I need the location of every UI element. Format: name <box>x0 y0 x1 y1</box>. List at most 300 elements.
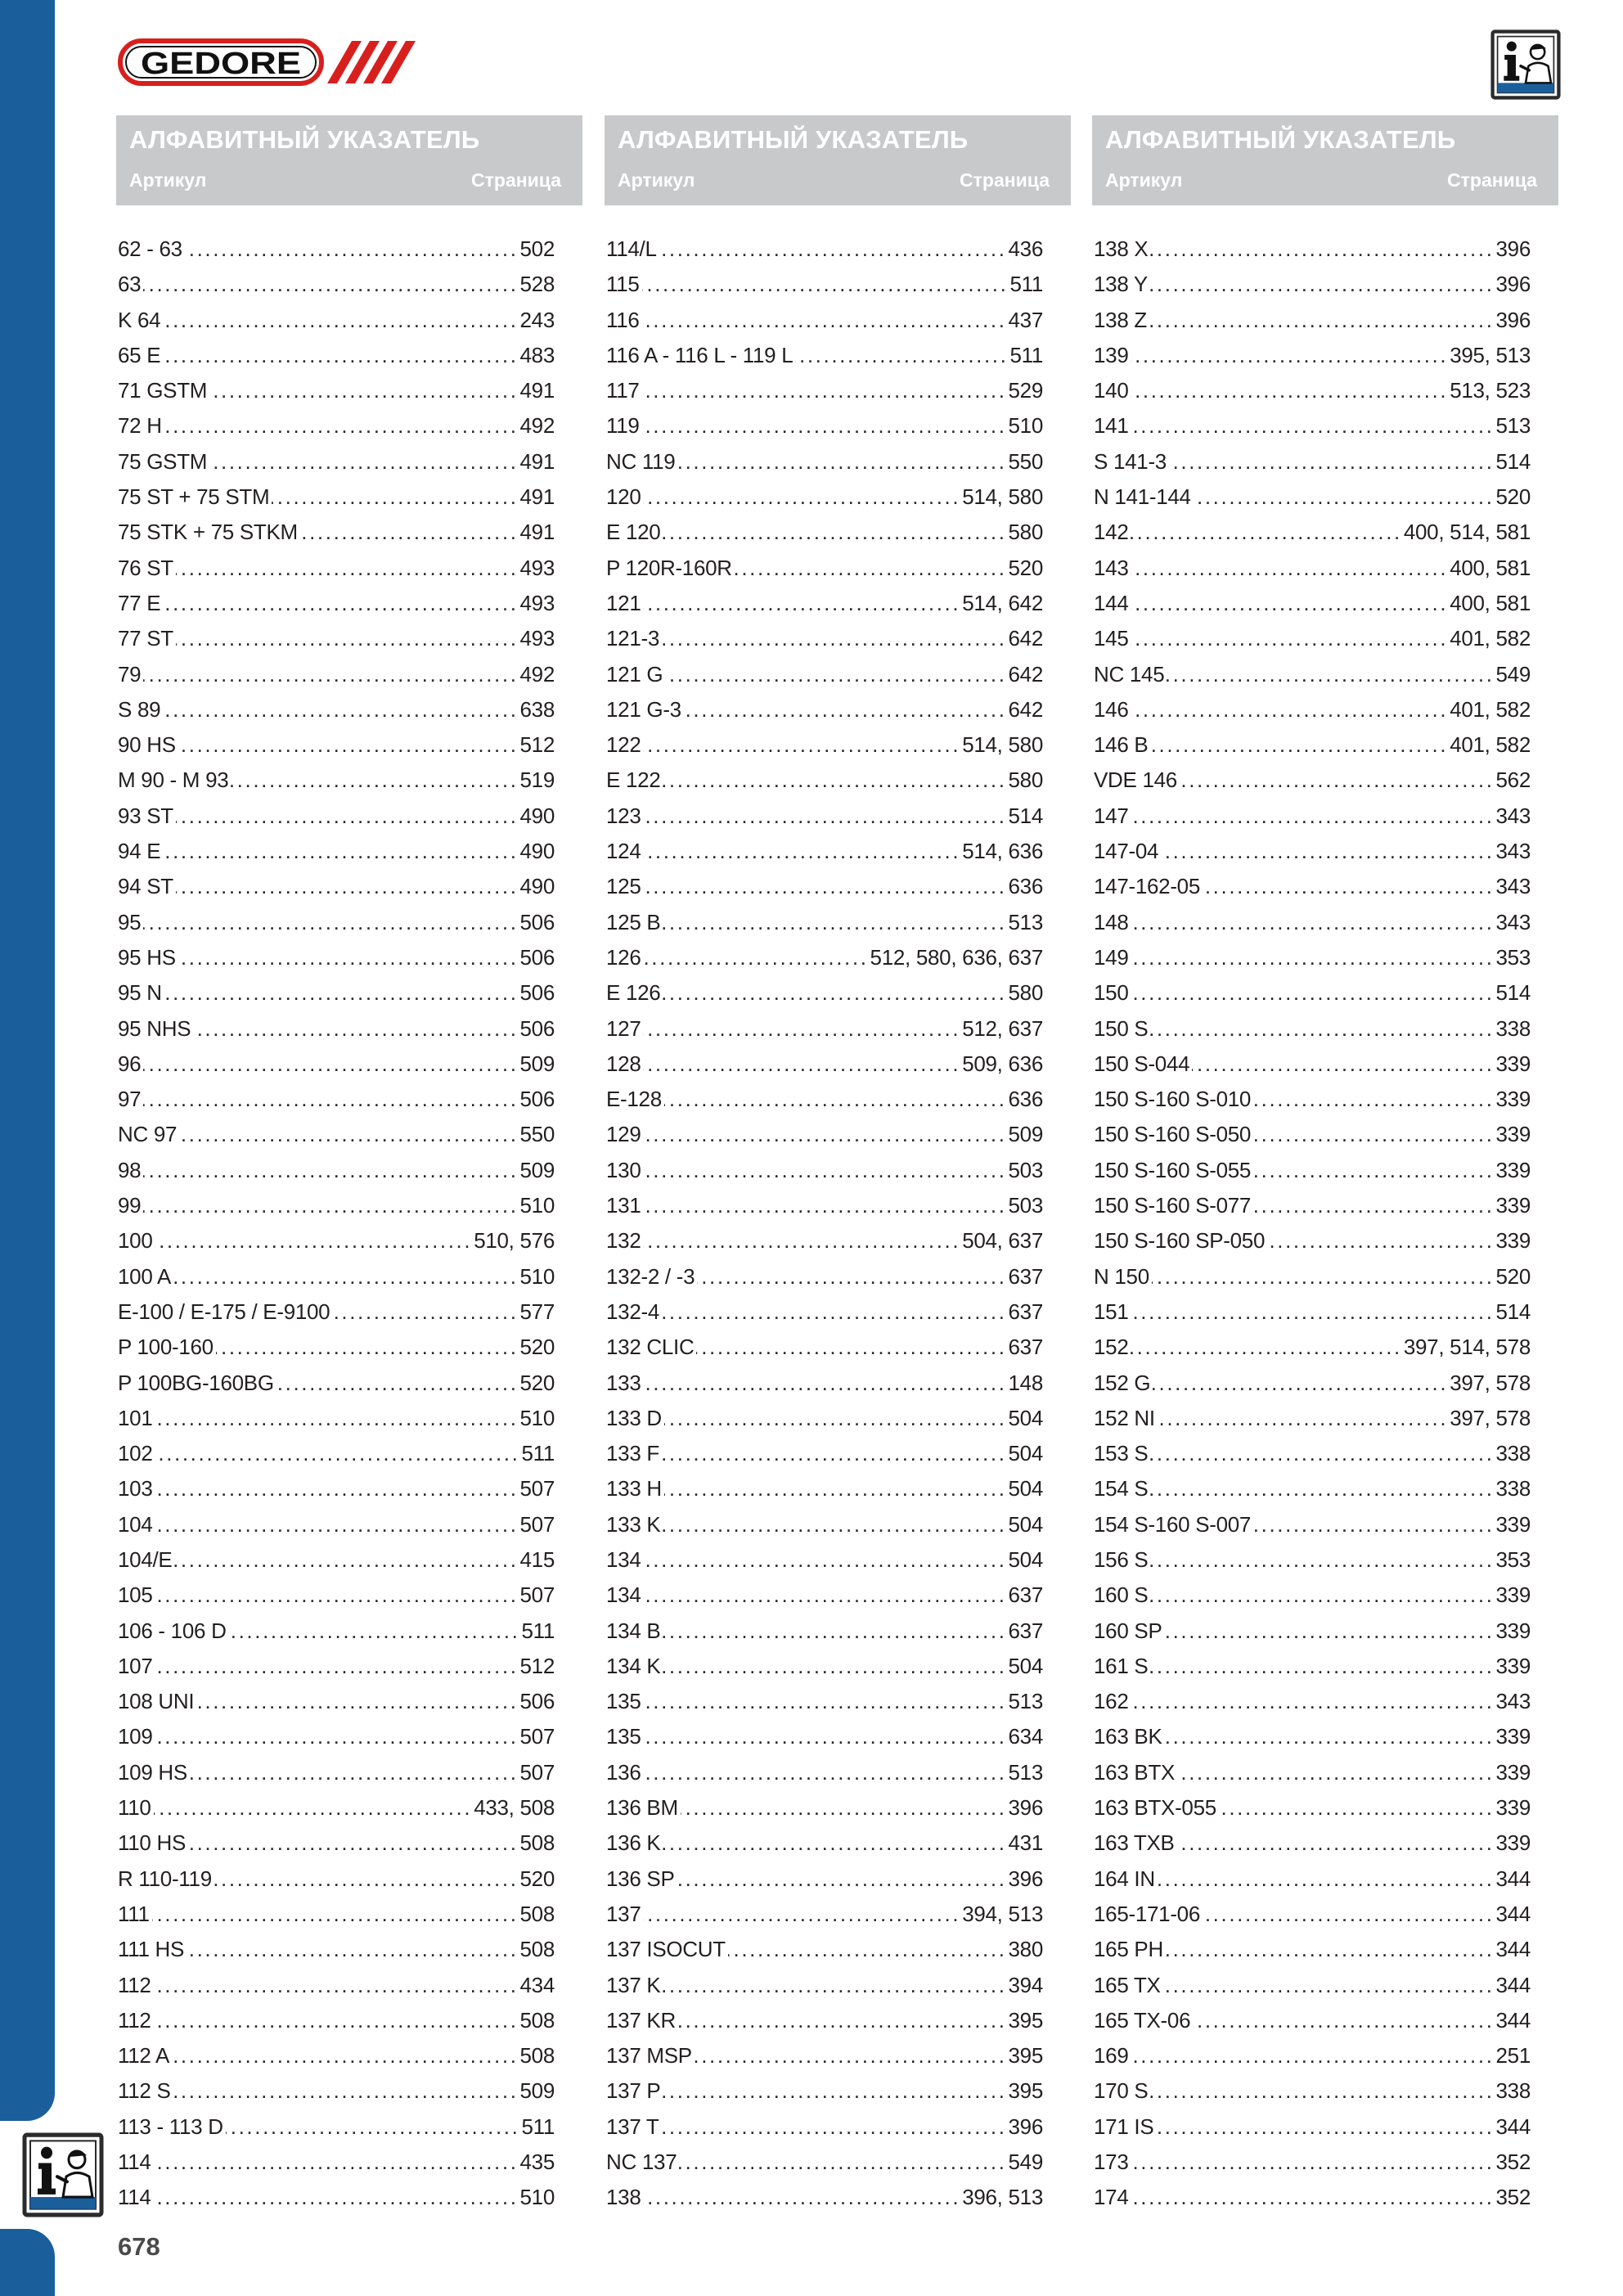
page-reference: 637 <box>1008 1263 1043 1289</box>
index-entry <box>118 799 555 834</box>
index-entry <box>606 232 1043 267</box>
index-entry <box>606 1011 1043 1047</box>
column-title: АЛФАВИТНЫЙ УКАЗАТЕЛЬ <box>618 125 969 154</box>
article-number: S 89 <box>118 696 161 722</box>
index-entry <box>1094 1790 1531 1826</box>
page-reference: 344 <box>1495 2007 1531 2033</box>
dot-leader <box>1177 1826 1495 1861</box>
index-entry <box>118 1436 555 1471</box>
index-entry <box>606 1188 1043 1223</box>
dot-leader <box>1150 1542 1494 1578</box>
article-number: 133 F <box>606 1441 659 1466</box>
dot-leader <box>697 1259 1006 1294</box>
index-entry <box>606 479 1043 515</box>
dot-leader <box>1131 551 1448 586</box>
dot-leader <box>1193 2003 1494 2038</box>
index-entry <box>606 1897 1043 1932</box>
index-entry <box>118 1047 555 1082</box>
dot-leader <box>172 2038 518 2073</box>
page-reference: 508 <box>519 1830 555 1856</box>
dot-leader <box>662 1294 1007 1330</box>
page-reference: 514, 580 <box>962 732 1043 758</box>
page-reference: 504 <box>1008 1476 1043 1501</box>
dot-leader <box>663 2073 1006 2109</box>
dot-leader <box>643 2180 960 2215</box>
article-number: 146 B <box>1094 732 1149 758</box>
article-number: 135 <box>606 1689 641 1714</box>
index-entry <box>606 373 1043 408</box>
page-reference: 504 <box>1008 1511 1043 1537</box>
index-entry <box>118 692 555 727</box>
dot-leader <box>163 338 518 373</box>
article-number: 156 S <box>1094 1546 1149 1572</box>
dot-leader <box>155 1401 518 1436</box>
article-number: E 120 <box>606 520 661 545</box>
page-reference: 642 <box>1008 626 1043 651</box>
page-reference: 396, 513 <box>962 2185 1043 2210</box>
column-title: АЛФАВИТНЫЙ УКАЗАТЕЛЬ <box>1105 125 1456 154</box>
article-number: 76 ST <box>118 555 173 580</box>
dot-leader <box>643 1684 1006 1719</box>
page-reference: 339 <box>1495 1830 1531 1856</box>
article-number: 150 S-160 S-050 <box>1094 1122 1252 1147</box>
dot-leader <box>176 869 519 904</box>
dot-leader <box>665 657 1006 692</box>
article-number: 106 - 106 D <box>118 1618 227 1643</box>
dot-leader <box>163 692 518 727</box>
index-entry <box>1094 657 1531 692</box>
index-entry <box>606 2109 1043 2145</box>
article-number: 138 X <box>1094 236 1149 261</box>
article-number: 117 <box>606 378 640 403</box>
page-reference: 397, 578 <box>1450 1405 1531 1430</box>
dot-leader <box>643 1897 960 1932</box>
page-reference: 344 <box>1495 2114 1531 2139</box>
page-reference: 504, 637 <box>962 1228 1043 1254</box>
article-number: 109 HS <box>118 1759 187 1785</box>
article-number: M 90 - M 93 <box>118 768 229 793</box>
column-header <box>116 115 582 205</box>
dot-leader <box>1131 2180 1494 2215</box>
index-entry <box>118 975 555 1011</box>
index-entry <box>118 1755 555 1790</box>
page-reference: 512 <box>519 732 555 758</box>
article-number: 132-4 <box>606 1299 659 1324</box>
dot-leader <box>663 975 1006 1011</box>
page-reference: 511 <box>1009 272 1043 297</box>
article-number: 129 <box>606 1122 641 1147</box>
article-number: 133 K <box>606 1511 661 1537</box>
index-entry <box>1094 2003 1531 2038</box>
dot-leader <box>1131 586 1448 621</box>
page-reference: 394, 513 <box>962 1901 1043 1926</box>
dot-leader <box>188 1826 519 1861</box>
article-number: 114 <box>118 2150 151 2175</box>
article-number: 65 E <box>118 342 161 367</box>
dot-leader <box>677 444 1006 479</box>
dot-leader <box>643 1153 1006 1188</box>
article-number: E-100 / E-175 / E-9100 <box>118 1299 330 1324</box>
dot-leader <box>642 408 1007 443</box>
page-reference: 506 <box>519 944 555 970</box>
gedore-logo <box>118 38 417 87</box>
dot-leader <box>1194 479 1495 515</box>
page-reference: 339 <box>1495 1653 1531 1678</box>
dot-leader <box>155 1471 518 1506</box>
dot-leader <box>696 1330 1006 1365</box>
dot-leader <box>193 1011 518 1047</box>
article-number: 147-162-05 <box>1094 874 1200 899</box>
page-reference: 436 <box>1008 236 1043 261</box>
article-number: 111 HS <box>118 1937 185 1962</box>
article-number: 93 ST <box>118 803 173 828</box>
index-entry <box>1094 2038 1531 2073</box>
page-reference: 344 <box>1495 1866 1531 1891</box>
index-entry <box>118 834 555 869</box>
article-number: 113 - 113 D <box>118 2114 223 2139</box>
article-number: 141 <box>1094 413 1129 439</box>
page-reference: 395 <box>1008 2043 1043 2069</box>
article-number: 160 SP <box>1094 1618 1162 1643</box>
index-entry <box>606 1471 1043 1506</box>
page-reference: 550 <box>1008 448 1043 474</box>
article-number: 143 <box>1094 555 1129 580</box>
index-entry <box>1094 2145 1531 2180</box>
index-entry <box>606 869 1043 904</box>
article-number: 150 S-160 S-055 <box>1094 1157 1252 1182</box>
dot-leader <box>1150 232 1494 267</box>
column-header <box>1092 115 1558 205</box>
index-entry <box>118 2003 555 2038</box>
dot-leader <box>735 551 1007 586</box>
article-number: 131 <box>606 1193 641 1218</box>
page-reference: 508 <box>519 2043 555 2069</box>
page-reference: 492 <box>519 661 555 687</box>
page-reference: 510 <box>519 2185 555 2210</box>
page-reference: 353 <box>1495 944 1531 970</box>
page-reference: 394 <box>1008 1972 1043 1997</box>
index-entry <box>118 515 555 550</box>
article-number: 98 <box>118 1157 142 1182</box>
dot-leader <box>663 763 1006 798</box>
dot-leader <box>1152 1259 1495 1294</box>
article-number: 105 <box>118 1582 153 1608</box>
article-number: 134 <box>606 1546 641 1572</box>
article-number: 132 CLIC <box>606 1335 695 1360</box>
index-entry <box>118 763 555 798</box>
index-entry <box>1094 303 1531 338</box>
index-entry <box>606 1507 1043 1542</box>
index-entry <box>606 1330 1043 1365</box>
dot-leader <box>209 373 518 408</box>
page-reference: 577 <box>519 1299 555 1324</box>
page-reference: 339 <box>1495 1228 1531 1254</box>
article-number: 150 S-044 <box>1094 1051 1190 1076</box>
page-reference: 511 <box>1009 342 1043 367</box>
index-entry <box>118 1578 555 1613</box>
dot-leader <box>1253 1082 1494 1117</box>
index-entry <box>606 1755 1043 1790</box>
dot-leader <box>154 2145 519 2180</box>
article-number: 135 <box>606 1724 641 1749</box>
article-number: 112 A <box>118 2043 170 2069</box>
index-entry <box>606 303 1043 338</box>
article-number: 62 - 63 <box>118 236 182 261</box>
page-reference: 637 <box>1008 1299 1043 1324</box>
index-entry <box>118 1366 555 1401</box>
page-reference: 338 <box>1495 1476 1531 1501</box>
article-number: 75 GSTM <box>118 448 208 474</box>
page-reference: 339 <box>1495 1193 1531 1218</box>
page-reference: 520 <box>1008 555 1043 580</box>
index-entry <box>606 905 1043 940</box>
dot-leader <box>143 1153 518 1188</box>
index-entry <box>606 1223 1043 1258</box>
index-entry <box>606 515 1043 550</box>
dot-leader <box>643 727 960 763</box>
page-reference: 580 <box>1008 520 1043 545</box>
gedore-logo-graphic <box>118 38 417 87</box>
article-number: 133 <box>606 1370 641 1395</box>
page-reference: 510 <box>519 1405 555 1430</box>
article-number: 134 <box>606 1582 641 1608</box>
dot-leader <box>728 1932 1007 1967</box>
page-reference: 339 <box>1495 1582 1531 1608</box>
dot-leader <box>155 1223 472 1258</box>
page-reference: 511 <box>521 2114 555 2139</box>
dot-leader <box>1150 1471 1494 1506</box>
dot-leader <box>1131 621 1448 656</box>
page-reference: 549 <box>1495 661 1531 687</box>
index-entry <box>606 834 1043 869</box>
index-entry <box>606 692 1043 727</box>
dot-leader <box>143 1188 518 1223</box>
page-reference: 513 <box>1495 413 1531 439</box>
index-entries <box>1094 232 1531 2216</box>
index-entry <box>606 2038 1043 2073</box>
page-reference: 636 <box>1008 874 1043 899</box>
index-entry <box>118 303 555 338</box>
article-number: VDE 146 <box>1094 768 1177 793</box>
page-reference: 493 <box>519 555 555 580</box>
page-reference: 513 <box>1008 1689 1043 1714</box>
index-entry <box>606 763 1043 798</box>
index-entry <box>1094 515 1531 550</box>
page-reference: 504 <box>1008 1546 1043 1572</box>
article-number: 94 E <box>118 839 161 864</box>
article-number: 150 S-160 S-010 <box>1094 1087 1252 1112</box>
sidebar-stripe-bottom <box>0 2229 55 2296</box>
article-number: 104/E <box>118 1546 173 1572</box>
page-reference: 344 <box>1495 1937 1531 1962</box>
article-number: 124 <box>606 839 641 864</box>
index-entry <box>118 1684 555 1719</box>
page-reference: 344 <box>1495 1972 1531 1997</box>
article-number: 109 <box>118 1724 153 1749</box>
page-reference: 400, 581 <box>1450 555 1531 580</box>
article-number: 133 D <box>606 1405 662 1430</box>
dot-leader <box>643 799 1006 834</box>
page-reference: 339 <box>1495 1122 1531 1147</box>
dot-leader <box>642 373 1007 408</box>
article-number: 110 <box>118 1795 151 1821</box>
dot-leader <box>154 1790 473 1826</box>
index-entry <box>606 1578 1043 1613</box>
page-number: 678 <box>118 2232 160 2261</box>
page-reference: 491 <box>519 484 555 510</box>
article-number: 165 TX-06 <box>1094 2007 1191 2033</box>
dot-leader <box>1169 444 1495 479</box>
index-column <box>605 115 1071 2218</box>
page-reference: 431 <box>1008 1830 1043 1856</box>
article-number: 77 E <box>118 590 161 615</box>
page-reference: 396 <box>1495 236 1531 261</box>
article-number: 148 <box>1094 909 1129 934</box>
dot-leader <box>1131 940 1494 975</box>
article-number: 136 SP <box>606 1866 675 1891</box>
dot-leader <box>1177 1755 1494 1790</box>
index-entry <box>606 1047 1043 1082</box>
column-header <box>605 115 1071 205</box>
index-entry <box>118 232 555 267</box>
index-entry <box>118 940 555 975</box>
dot-leader <box>1131 1294 1494 1330</box>
index-entry <box>1094 1366 1531 1401</box>
dot-leader <box>1131 692 1448 727</box>
article-number: 77 ST <box>118 626 173 651</box>
page-reference: 396 <box>1008 2114 1043 2139</box>
page-reference: 338 <box>1495 1441 1531 1466</box>
dot-leader <box>155 1507 518 1542</box>
page-reference: 148 <box>1008 1370 1043 1395</box>
page-reference: 397, 514, 578 <box>1403 1335 1531 1360</box>
index-entry <box>118 1968 555 2003</box>
article-number: 111 <box>118 1901 150 1926</box>
page-reference: 343 <box>1495 1689 1531 1714</box>
dot-leader <box>1150 2073 1494 2109</box>
page-reference: 506 <box>519 980 555 1006</box>
page-reference: 642 <box>1008 661 1043 687</box>
article-number: 150 S-160 S-077 <box>1094 1193 1252 1218</box>
index-entry <box>118 1259 555 1294</box>
article-number: R 110-119 <box>118 1866 212 1891</box>
page-reference: 520 <box>1495 1263 1531 1289</box>
article-number: 127 <box>606 1015 641 1041</box>
page-reference: 512, 580, 636, 637 <box>870 944 1043 970</box>
article-number: 137 P <box>606 2078 661 2104</box>
page-reference: 514, 642 <box>962 590 1043 615</box>
article-number: 163 BTX-055 <box>1094 1795 1216 1821</box>
page-reference: 338 <box>1495 2078 1531 2104</box>
index-entry <box>1094 975 1531 1011</box>
index-entry <box>1094 1401 1531 1436</box>
article-number: 112 S <box>118 2078 171 2104</box>
page-reference: 395 <box>1008 2007 1043 2033</box>
dot-leader <box>684 692 1007 727</box>
index-entry <box>1094 408 1531 443</box>
dot-leader <box>226 2109 520 2145</box>
index-entry <box>606 1968 1043 2003</box>
index-entry <box>606 799 1043 834</box>
article-number: 132-2 / -3 <box>606 1263 695 1289</box>
index-entry <box>1094 1614 1531 1649</box>
index-entry <box>606 1932 1043 1967</box>
index-entry <box>118 1011 555 1047</box>
dot-leader <box>155 1578 518 1613</box>
index-entry <box>1094 1897 1531 1932</box>
dot-leader <box>1158 1401 1448 1436</box>
index-entry <box>118 1790 555 1826</box>
article-number: 149 <box>1094 944 1129 970</box>
index-entry <box>1094 479 1531 515</box>
article-number: 163 BK <box>1094 1724 1162 1749</box>
article-number: 128 <box>606 1051 641 1076</box>
article-number: 151 <box>1094 1299 1129 1324</box>
article-number: 122 <box>606 732 641 758</box>
index-entry <box>606 1649 1043 1684</box>
index-entry <box>1094 1932 1531 1967</box>
index-entry <box>118 1082 555 1117</box>
dot-leader <box>663 905 1006 940</box>
article-number: 161 S <box>1094 1653 1149 1678</box>
article-number: 138 Y <box>1094 272 1148 297</box>
dot-leader <box>143 267 518 302</box>
page-reference: 514 <box>1495 448 1531 474</box>
page-reference: 514, 580 <box>962 484 1043 510</box>
index-entry <box>606 1684 1043 1719</box>
dot-leader <box>1153 1366 1448 1401</box>
article-number: NC 137 <box>606 2150 677 2175</box>
page-header: Страница <box>960 169 1050 191</box>
article-number: 96 <box>118 1051 142 1076</box>
dot-leader <box>1131 515 1401 550</box>
dot-leader <box>178 940 519 975</box>
index-entry <box>118 2038 555 2073</box>
article-number: 79 <box>118 661 142 687</box>
page-reference: 506 <box>519 1087 555 1112</box>
page-reference: 507 <box>519 1476 555 1501</box>
page-reference: 507 <box>519 1759 555 1785</box>
dot-leader <box>643 1117 1006 1152</box>
dot-leader <box>1165 1719 1495 1754</box>
article-number: 121-3 <box>606 626 659 651</box>
article-number: 154 S-160 S-007 <box>1094 1511 1252 1537</box>
page-reference: 490 <box>519 803 555 828</box>
article-number: 145 <box>1094 626 1129 651</box>
page-reference: 401, 582 <box>1450 732 1531 758</box>
dot-leader <box>178 727 519 763</box>
dot-leader <box>1150 1649 1494 1684</box>
index-entry <box>1094 727 1531 763</box>
dot-leader <box>163 586 518 621</box>
page-reference: 251 <box>1495 2043 1531 2069</box>
article-number: 126 <box>606 944 641 970</box>
page-reference: 396 <box>1495 307 1531 332</box>
dot-leader <box>795 338 1008 373</box>
page-reference: 636 <box>1008 1087 1043 1112</box>
article-number: 132 <box>606 1228 641 1254</box>
page-reference: 562 <box>1495 768 1531 793</box>
dot-leader <box>152 1897 519 1932</box>
index-entry <box>1094 692 1531 727</box>
index-entry <box>606 1542 1043 1578</box>
page-reference: 519 <box>519 768 555 793</box>
index-entry <box>606 586 1043 621</box>
page-reference: 520 <box>519 1370 555 1395</box>
article-number: 165-171-06 <box>1094 1901 1200 1926</box>
index-entry <box>118 1719 555 1754</box>
dot-leader <box>643 834 960 869</box>
